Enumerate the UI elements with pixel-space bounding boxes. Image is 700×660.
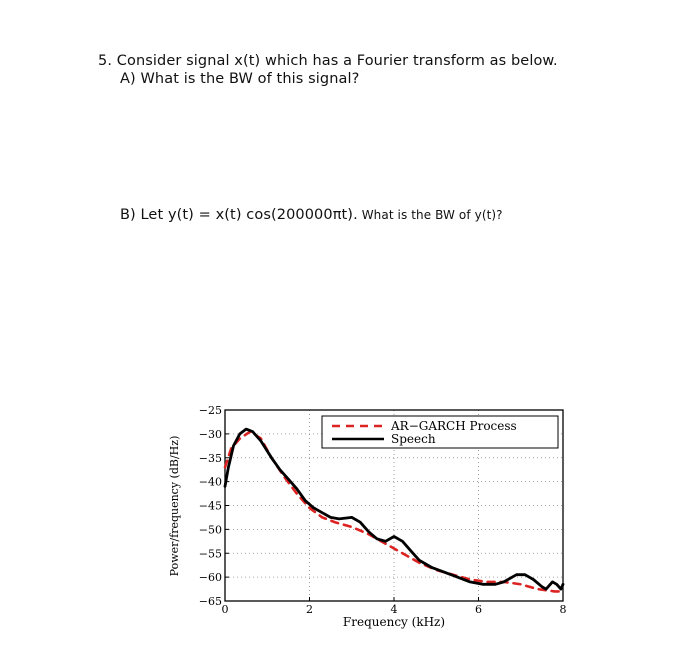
y-tick-label: −45 (198, 499, 222, 513)
question-part-b-tail: What is the BW of y(t)? (357, 208, 503, 222)
x-tick-label: 8 (559, 603, 567, 616)
question-part-a: A) What is the BW of this signal? (120, 71, 360, 87)
y-axis-label: Power/frequency (dB/Hz) (168, 435, 181, 577)
chart-legend (322, 416, 558, 448)
x-tick-label: 6 (475, 603, 482, 616)
y-tick-label: −35 (198, 451, 222, 465)
psd-chart (160, 400, 580, 635)
x-tick-label: 2 (306, 603, 313, 616)
question-part-b (120, 207, 503, 223)
y-tick-label: −55 (198, 547, 222, 561)
series-line-speech (225, 429, 563, 589)
y-tick-label: −60 (198, 571, 222, 585)
question-line-1: 5. Consider signal x(t) which has a Fourier transform as below. (98, 53, 558, 69)
y-tick-label: −30 (198, 427, 222, 441)
question-part-b-main: B) Let y(t) = x(t) cos(200000πt). (120, 207, 358, 223)
legend-label-ar-garch: AR−GARCH Process (391, 419, 517, 433)
x-axis-label: Frequency (kHz) (342, 615, 446, 629)
y-tick-label: −65 (198, 595, 222, 608)
y-tick-label: −40 (198, 475, 222, 489)
x-tick-label: 4 (390, 603, 398, 616)
series-line-ar-garch (225, 432, 563, 592)
x-tick-label: 0 (221, 603, 229, 616)
legend-label-speech: Speech (391, 432, 436, 446)
y-tick-label: −50 (198, 523, 222, 537)
y-tick-label: −25 (198, 404, 222, 417)
